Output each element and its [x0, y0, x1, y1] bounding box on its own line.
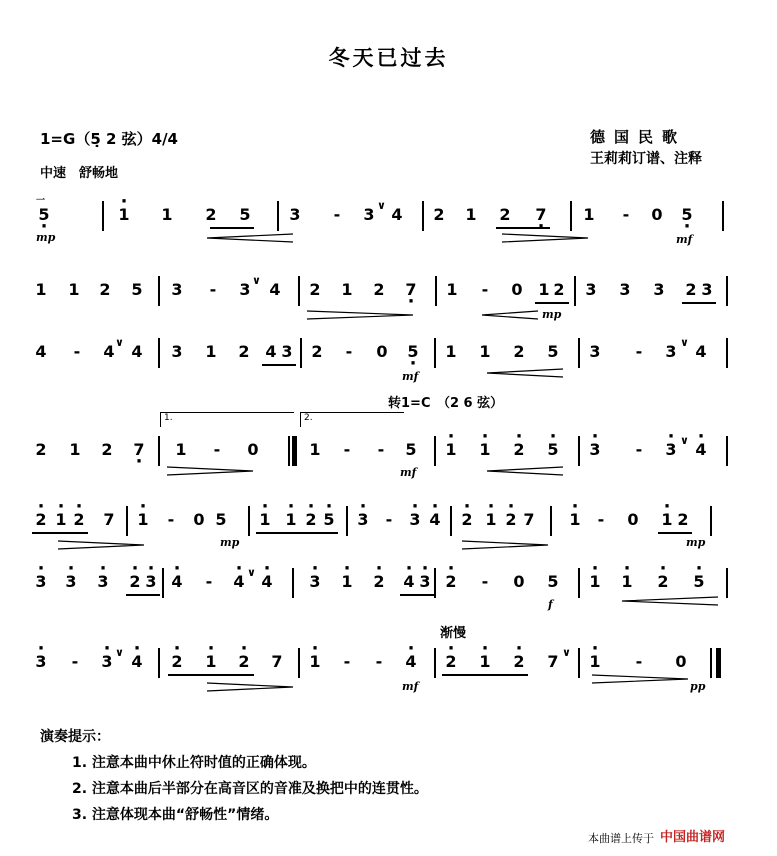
crescendo-hairpin: [620, 596, 720, 606]
note: · 3: [416, 572, 434, 591]
note: 1: [445, 342, 457, 361]
note: · 3: [662, 440, 680, 459]
barline: [158, 338, 160, 368]
performance-tip: 2. 注意本曲后半部分在高音区的音准及换把中的连贯性。: [72, 781, 428, 797]
note: · 1: [282, 510, 300, 529]
breath-mark: ∨: [247, 566, 256, 579]
ritardando-mark: 渐慢: [440, 626, 467, 641]
barline: [292, 568, 294, 598]
note: · 2: [442, 572, 460, 591]
note: · 4: [128, 652, 146, 671]
beam-line: [168, 674, 254, 676]
note: 2: [373, 280, 385, 299]
note: · 2: [32, 510, 50, 529]
note: 5: [239, 205, 251, 224]
note: 0: [193, 510, 205, 529]
note: · 3: [586, 440, 604, 459]
barline: [570, 201, 572, 231]
note: 5: [131, 280, 143, 299]
note: -: [635, 652, 643, 671]
note: · 2: [70, 510, 88, 529]
barline: [434, 648, 436, 678]
note: · 2: [458, 510, 476, 529]
note: · 3: [94, 572, 112, 591]
note: 1: [479, 342, 491, 361]
beam-line: [658, 532, 692, 534]
score-line-2: [30, 274, 736, 321]
barline: [578, 568, 580, 598]
barline: [102, 201, 104, 231]
note: 7 ·: [130, 440, 148, 459]
note: 2: [685, 280, 697, 299]
note: 3: [653, 280, 665, 299]
note: · 1: [482, 510, 500, 529]
volta-first-ending: 1.: [160, 412, 294, 427]
note: · 1: [476, 652, 494, 671]
note: 2: [35, 440, 47, 459]
note: 2: [553, 280, 565, 299]
note: 5 ·: [404, 342, 422, 361]
note: -: [622, 205, 630, 224]
barline: [726, 568, 728, 598]
note: -: [343, 652, 351, 671]
note: -: [481, 572, 489, 591]
breath-mark: ∨: [115, 336, 124, 349]
breath-mark: ∨: [562, 646, 571, 659]
note: · 1: [256, 510, 274, 529]
performance-tip: 1. 注意本曲中休止符时值的正确体现。: [72, 755, 316, 771]
note: 2: [101, 440, 113, 459]
dynamic-mark: mf: [400, 466, 417, 479]
crescendo-hairpin: [485, 368, 565, 378]
barline: [574, 276, 576, 306]
note: · 4: [230, 572, 248, 591]
note: · 1: [566, 510, 584, 529]
note: 0: [513, 572, 525, 591]
score-line-6: [30, 566, 736, 611]
beam-line: [126, 594, 160, 596]
note: -: [635, 440, 643, 459]
note: 2: [205, 205, 217, 224]
decrescendo-hairpin: [205, 682, 295, 692]
note: 5: [215, 510, 227, 529]
note: 3: [589, 342, 601, 361]
note: · 2: [510, 440, 528, 459]
note: 3: [239, 280, 251, 299]
barline: [726, 338, 728, 368]
final-barline: [710, 648, 712, 678]
note: · 1: [134, 510, 152, 529]
beam-line: [400, 594, 434, 596]
barline: [158, 648, 160, 678]
dynamic-mark: f: [548, 598, 553, 611]
note: 4: [391, 205, 403, 224]
note: 0: [627, 510, 639, 529]
note: -: [167, 510, 175, 529]
barline: [578, 436, 580, 466]
note: 4: [35, 342, 47, 361]
note: · 2: [510, 652, 528, 671]
note: 2: [513, 342, 525, 361]
barline: [298, 276, 300, 306]
barline: [435, 276, 437, 306]
note: -: [213, 440, 221, 459]
note: 2: [499, 205, 511, 224]
barline: [277, 201, 279, 231]
tempo-mark: 中速 舒畅地: [40, 166, 119, 181]
note: 1: [175, 440, 187, 459]
decrescendo-hairpin: [590, 674, 690, 684]
note: 0: [247, 440, 259, 459]
decrescendo-hairpin: [460, 540, 550, 550]
performance-tip: 3. 注意体现本曲“舒畅性”情绪。: [72, 807, 279, 823]
barline: [434, 338, 436, 368]
song-origin: 德国民歌: [590, 128, 687, 146]
note: -: [205, 572, 213, 591]
note: · 1: [202, 652, 220, 671]
note: 0: [675, 652, 687, 671]
barline: [126, 506, 128, 536]
note: · 2: [654, 572, 672, 591]
beam-line: [256, 532, 338, 534]
note: · 2: [370, 572, 388, 591]
beam-line: [262, 364, 296, 366]
barline: [300, 338, 302, 368]
arranger-credit: 王莉莉订谱、注释: [590, 151, 702, 167]
note: · 4: [400, 572, 418, 591]
key-signature: 1=G（5̣ 2 弦）4/4: [40, 130, 178, 148]
note: 2: [238, 342, 250, 361]
note: 3: [363, 205, 375, 224]
note: · 1: [306, 652, 324, 671]
beam-line: [32, 532, 88, 534]
breath-mark: ∨: [377, 199, 386, 212]
note: 1: [205, 342, 217, 361]
barline: [434, 436, 436, 466]
note: 1: [538, 280, 550, 299]
upload-credit: 本曲谱上传于: [588, 832, 654, 845]
note: 3: [281, 342, 293, 361]
barline: [298, 648, 300, 678]
note: · 3: [62, 572, 80, 591]
beam-line: [442, 674, 528, 676]
note: 3: [619, 280, 631, 299]
note: 1: [161, 205, 173, 224]
note: · 4: [402, 652, 420, 671]
note: · 4: [258, 572, 276, 591]
dynamic-mark: mf: [402, 680, 419, 693]
score-line-4: [30, 413, 736, 479]
note: · 4: [168, 572, 186, 591]
note: · 1: [586, 652, 604, 671]
barline: [726, 436, 728, 466]
note: 2: [433, 205, 445, 224]
note: · 1: [658, 510, 676, 529]
note: · 3: [306, 572, 324, 591]
note: · 1: [52, 510, 70, 529]
note: 1: [309, 440, 321, 459]
note: 3: [665, 342, 677, 361]
dynamic-mark: mp: [686, 536, 706, 549]
note: · 1: [586, 572, 604, 591]
dynamic-mark: mp: [542, 308, 562, 321]
note: 1: [69, 440, 81, 459]
breath-mark: ∨: [115, 646, 124, 659]
note: 4: [103, 342, 115, 361]
note: · 2: [442, 652, 460, 671]
note: 2: [311, 342, 323, 361]
dynamic-mark: pp: [690, 680, 706, 693]
note: -: [71, 652, 79, 671]
note: · 1: [442, 440, 460, 459]
note: · 1: [115, 205, 133, 224]
note: · 1: [338, 572, 356, 591]
note: 3: [171, 280, 183, 299]
page-title: 冬天已过去: [328, 46, 449, 70]
note: · 4: [426, 510, 444, 529]
note: 7 ·: [532, 205, 550, 224]
barline: [578, 338, 580, 368]
note: -: [375, 652, 383, 671]
note: 5: [547, 342, 559, 361]
note: 5 ·: [678, 205, 696, 224]
barline: [158, 436, 160, 466]
note: -: [377, 440, 385, 459]
note: 0: [511, 280, 523, 299]
note: · 2: [502, 510, 520, 529]
repeat-end-barline: [288, 436, 290, 466]
note: 3: [171, 342, 183, 361]
beam-line: [535, 302, 569, 304]
note: 5 ·: [35, 205, 53, 224]
note: 1: [68, 280, 80, 299]
note: 0: [376, 342, 388, 361]
note: · 1: [476, 440, 494, 459]
note: -: [333, 205, 341, 224]
key-change-mark: 转1=C （2 6 弦）: [388, 396, 504, 411]
dynamic-mark: mf: [402, 370, 419, 383]
score-line-1: [30, 196, 736, 246]
note: -: [635, 342, 643, 361]
decrescendo-hairpin: [56, 540, 146, 550]
beam-line: [496, 227, 550, 229]
barline: [346, 506, 348, 536]
note: 0: [651, 205, 663, 224]
barline: [726, 276, 728, 306]
note: 1: [583, 205, 595, 224]
decrescendo-hairpin: [165, 466, 255, 476]
note: · 2: [235, 652, 253, 671]
note: 4: [131, 342, 143, 361]
note: 3: [701, 280, 713, 299]
note: 2: [677, 510, 689, 529]
barline: [550, 506, 552, 536]
note: 1: [341, 280, 353, 299]
note: 5: [547, 572, 559, 591]
note: 1: [465, 205, 477, 224]
note: 7: [103, 510, 115, 529]
note: · 3: [354, 510, 372, 529]
barline: [450, 506, 452, 536]
note: · 5: [320, 510, 338, 529]
note: · 2: [126, 572, 144, 591]
fingering-mark: 一: [36, 196, 46, 206]
note: 2: [99, 280, 111, 299]
barline: [162, 568, 164, 598]
score-line-3: [30, 336, 736, 383]
beam-line: [210, 227, 254, 229]
note: · 3: [98, 652, 116, 671]
note: 7: [547, 652, 559, 671]
barline: [578, 648, 580, 678]
barline: [248, 506, 250, 536]
note: · 3: [32, 652, 50, 671]
note: 5: [405, 440, 417, 459]
breath-mark: ∨: [680, 434, 689, 447]
note: · 5: [544, 440, 562, 459]
note: -: [209, 280, 217, 299]
crescendo-hairpin: [485, 466, 565, 476]
note: -: [481, 280, 489, 299]
note: 7: [523, 510, 535, 529]
breath-mark: ∨: [252, 274, 261, 287]
note: 1: [35, 280, 47, 299]
volta-second-ending: 2.: [300, 412, 404, 427]
note: -: [597, 510, 605, 529]
note: 4: [695, 342, 707, 361]
note: · 1: [618, 572, 636, 591]
note: · 4: [692, 440, 710, 459]
score-line-7: [30, 646, 736, 693]
note: -: [73, 342, 81, 361]
score-line-5: [30, 510, 736, 549]
crescendo-hairpin: [205, 233, 295, 243]
repeat-end-thick-barline: [292, 436, 297, 466]
dynamic-mark: mp: [220, 536, 240, 549]
note: 2: [309, 280, 321, 299]
note: · 3: [32, 572, 50, 591]
barline: [710, 506, 712, 536]
note: -: [343, 440, 351, 459]
site-logo: 中国曲谱网: [660, 830, 726, 845]
performance-tips-heading: 演奏提示：: [40, 729, 110, 745]
barline: [422, 201, 424, 231]
note: · 2: [302, 510, 320, 529]
note: · 3: [406, 510, 424, 529]
note: 3: [585, 280, 597, 299]
final-thick-barline: [716, 648, 721, 678]
dynamic-mark: mf: [676, 233, 693, 246]
note: 3: [289, 205, 301, 224]
beam-line: [682, 302, 716, 304]
decrescendo-hairpin: [500, 233, 590, 243]
note: -: [385, 510, 393, 529]
crescendo-hairpin: [480, 310, 540, 320]
note: -: [345, 342, 353, 361]
note: 4: [269, 280, 281, 299]
note: 7 ·: [402, 280, 420, 299]
barline: [434, 568, 436, 598]
barline: [158, 276, 160, 306]
breath-mark: ∨: [680, 336, 689, 349]
dynamic-mark: mp: [36, 231, 56, 244]
note: 1: [446, 280, 458, 299]
barline: [722, 201, 724, 231]
note: · 2: [168, 652, 186, 671]
note: 7: [271, 652, 283, 671]
decrescendo-hairpin: [305, 310, 415, 320]
note: · 5: [690, 572, 708, 591]
note: · 3: [142, 572, 160, 591]
note: 4: [265, 342, 277, 361]
